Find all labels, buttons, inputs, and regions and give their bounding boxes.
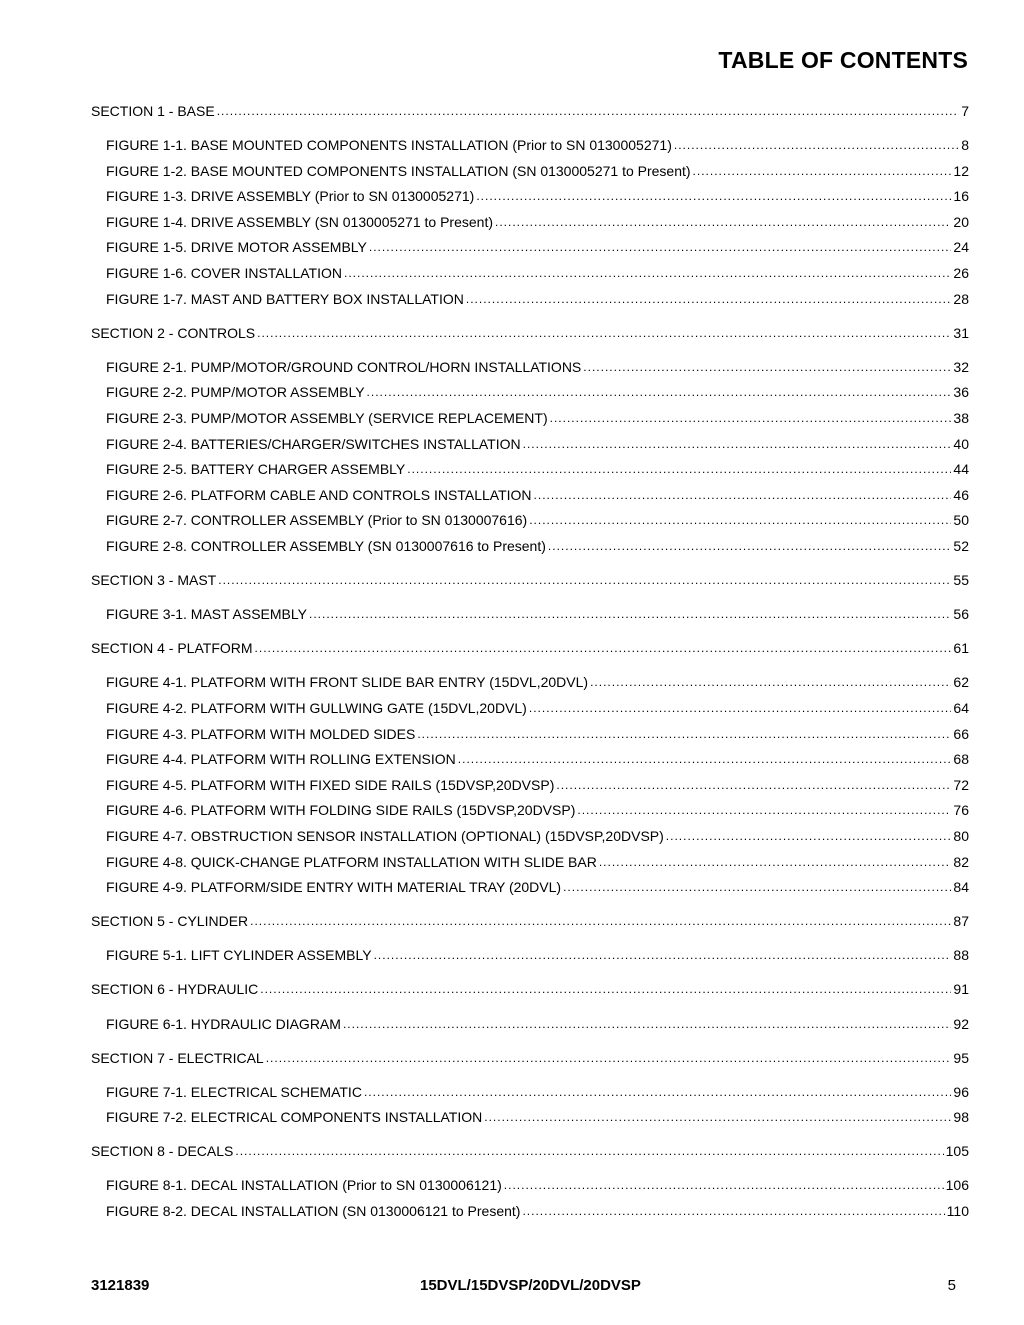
toc-figure-entry[interactable] [91, 674, 969, 700]
dot-leader [476, 187, 951, 203]
dot-leader [374, 946, 952, 962]
dot-leader [534, 486, 952, 502]
toc-figure-entry[interactable] [91, 1109, 969, 1135]
toc-entry-label: FIGURE 4-2. PLATFORM WITH GULLWING GATE (15DVL,20DVL) [106, 699, 527, 716]
toc-entry-page: 7 [961, 103, 969, 119]
toc-entry-page: 26 [953, 265, 969, 282]
toc-entry-label: FIGURE 2-7. CONTROLLER ASSEMBLY (Prior to SN 0130007616) [106, 512, 528, 529]
toc-entry-label: FIGURE 2-4. BATTERIES/CHARGER/SWITCHES INSTALLATION [106, 435, 521, 452]
toc-entry-label: FIGURE 2-2. PUMP/MOTOR ASSEMBLY [106, 384, 365, 401]
toc-figure-entry[interactable] [91, 512, 969, 538]
dot-leader [407, 460, 951, 476]
toc-figure-entry[interactable] [91, 828, 969, 854]
dot-leader [599, 853, 952, 869]
toc-figure-entry[interactable] [91, 1203, 969, 1229]
toc-entry-label: FIGURE 8-1. DECAL INSTALLATION (Prior to SN 0130006121) [106, 1177, 502, 1194]
toc-entry-page: 68 [953, 751, 969, 768]
toc-entry-label: FIGURE 4-5. PLATFORM WITH FIXED SIDE RAILS (15DVSP,20DVSP) [106, 776, 555, 793]
toc-entry-page: 64 [953, 699, 969, 716]
toc-entry-label: FIGURE 3-1. MAST ASSEMBLY [106, 606, 307, 623]
dot-leader [484, 1108, 951, 1124]
toc-entry-label: FIGURE 4-1. PLATFORM WITH FRONT SLIDE BAR ENTRY (15DVL,20DVL) [106, 674, 589, 691]
toc-entry-label: SECTION 5 - CYLINDER [91, 913, 249, 930]
toc-entry-page: 52 [953, 538, 969, 554]
toc-entry-page: 76 [953, 802, 969, 819]
toc-entry-label: FIGURE 1-3. DRIVE ASSEMBLY (Prior to SN 0130005271) [106, 188, 475, 205]
toc-entry-label: FIGURE 1-6. COVER INSTALLATION [106, 265, 342, 282]
dot-leader [563, 878, 951, 894]
toc-entry-page: 72 [953, 776, 969, 793]
dot-leader [266, 1049, 952, 1065]
toc-entry-label: FIGURE 5-1. LIFT CYLINDER ASSEMBLY [106, 947, 372, 964]
dot-leader [367, 383, 952, 399]
toc-entry-page: 84 [953, 879, 969, 896]
toc-entry-label: FIGURE 4-3. PLATFORM WITH MOLDED SIDES [106, 725, 416, 742]
page-title: TABLE OF CONTENTS [718, 47, 968, 73]
dot-leader [693, 162, 952, 178]
dot-leader [550, 409, 952, 425]
toc-entry-label: FIGURE 1-2. BASE MOUNTED COMPONENTS INSTALLATION (SN 0130005271 to Present) [106, 162, 691, 179]
dot-leader [583, 358, 951, 374]
toc-entry-page: 32 [953, 358, 969, 375]
dot-leader [548, 537, 952, 553]
toc-entry-page: 44 [953, 461, 969, 478]
footer-model: 15DVL/15DVSP/20DVL/20DVSP [420, 1277, 641, 1294]
toc-figure-entry[interactable] [91, 802, 969, 828]
dot-leader [255, 639, 952, 655]
toc-entry-label: SECTION 7 - ELECTRICAL [91, 1049, 264, 1066]
toc-figure-entry[interactable] [91, 947, 969, 973]
toc-figure-entry[interactable] [91, 436, 969, 462]
toc-entry-label: FIGURE 1-5. DRIVE MOTOR ASSEMBLY [106, 239, 367, 256]
toc-entry-page: 20 [953, 213, 969, 230]
toc-entry-page: 61 [953, 640, 969, 657]
toc-entry-label: FIGURE 6-1. HYDRAULIC DIAGRAM [106, 1015, 341, 1032]
toc-entry-label: FIGURE 8-2. DECAL INSTALLATION (SN 0130006121 to Present) [106, 1203, 521, 1220]
toc-entry-label: SECTION 1 - BASE [91, 103, 215, 119]
toc-entry-page: 12 [953, 162, 969, 179]
toc-figure-entry[interactable] [91, 188, 969, 214]
toc-entry-page: 66 [953, 725, 969, 742]
toc-entry-page: 40 [953, 435, 969, 452]
toc-section-entry[interactable] [91, 103, 969, 129]
dot-leader [556, 776, 951, 792]
toc-entry-page: 28 [953, 290, 969, 307]
dot-leader [309, 605, 951, 621]
dot-leader [522, 1202, 944, 1218]
dot-leader [257, 324, 951, 340]
toc-entry-page: 55 [953, 572, 969, 589]
dot-leader [250, 912, 951, 928]
toc-entry-page: 98 [953, 1109, 969, 1126]
dot-leader [590, 673, 951, 689]
toc-section-entry[interactable] [91, 572, 969, 598]
toc-figure-entry[interactable] [91, 214, 969, 240]
toc-entry-label: FIGURE 2-1. PUMP/MOTOR/GROUND CONTROL/HORN INSTALLATIONS [106, 358, 582, 375]
toc-entry-page: 46 [953, 486, 969, 503]
dot-leader [674, 136, 959, 152]
toc-section-entry[interactable] [91, 1050, 969, 1076]
toc-entry-label: FIGURE 4-9. PLATFORM/SIDE ENTRY WITH MATERIAL TRAY (20DVL) [106, 879, 562, 896]
toc-figure-entry[interactable] [91, 239, 969, 265]
dot-leader [369, 238, 952, 254]
dot-leader [217, 102, 960, 118]
toc-entry-page: 82 [953, 853, 969, 870]
dot-leader [504, 1176, 944, 1192]
toc-entry-page: 92 [953, 1015, 969, 1032]
toc-entry-page: 96 [953, 1083, 969, 1100]
footer-page-number: 5 [947, 1277, 956, 1294]
toc-entry-page: 38 [953, 410, 969, 427]
toc-entry-page: 31 [953, 324, 969, 341]
toc-entry-label: FIGURE 7-1. ELECTRICAL SCHEMATIC [106, 1083, 362, 1100]
dot-leader [466, 290, 952, 306]
toc-figure-entry[interactable] [91, 606, 969, 632]
dot-leader [529, 511, 951, 527]
toc-figure-entry[interactable] [91, 265, 969, 291]
toc-entry-label: SECTION 2 - CONTROLS [91, 324, 256, 341]
toc-figure-entry[interactable] [91, 854, 969, 880]
toc-entry-label: FIGURE 2-8. CONTROLLER ASSEMBLY (SN 0130007616 to Present) [106, 538, 546, 554]
toc-entry-page: 62 [953, 674, 969, 691]
toc-figure-entry[interactable] [91, 461, 969, 487]
dot-leader [260, 980, 951, 996]
dot-leader [344, 264, 951, 280]
toc-entry-page: 106 [945, 1177, 969, 1194]
toc-entry-label: FIGURE 2-3. PUMP/MOTOR ASSEMBLY (SERVICE REPLACEMENT) [106, 410, 548, 427]
toc-entry-label: SECTION 8 - DECALS [91, 1143, 234, 1160]
dot-leader [458, 750, 952, 766]
toc-entry-page: 36 [953, 384, 969, 401]
toc-entry-label: FIGURE 4-4. PLATFORM WITH ROLLING EXTENSION [106, 751, 456, 768]
toc-entry-label: FIGURE 7-2. ELECTRICAL COMPONENTS INSTALLATION [106, 1109, 483, 1126]
toc-entry-page: 56 [953, 606, 969, 623]
toc-section-entry[interactable] [91, 325, 969, 351]
toc-section-entry[interactable] [91, 981, 969, 1007]
toc-figure-entry[interactable] [91, 359, 969, 385]
toc-entry-label: SECTION 3 - MAST [91, 572, 217, 589]
toc-entry-page: 95 [953, 1049, 969, 1066]
toc-entry-page: 80 [953, 827, 969, 844]
dot-leader [218, 571, 951, 587]
toc-section-entry[interactable] [91, 640, 969, 666]
toc-figure-entry[interactable] [91, 751, 969, 777]
toc-entry-page: 91 [953, 981, 969, 998]
toc-entry-page: 24 [953, 239, 969, 256]
toc-entry-label: FIGURE 4-6. PLATFORM WITH FOLDING SIDE RAILS (15DVSP,20DVSP) [106, 802, 576, 819]
toc-entry-page: 88 [953, 947, 969, 964]
toc-figure-entry[interactable] [91, 1177, 969, 1203]
toc-entry-page: 16 [953, 188, 969, 205]
toc-entry-label: FIGURE 2-6. PLATFORM CABLE AND CONTROLS INSTALLATION [106, 486, 532, 503]
dot-leader [343, 1015, 951, 1031]
toc-figure-entry[interactable] [91, 726, 969, 752]
toc-entry-page: 87 [953, 913, 969, 930]
toc-figure-entry[interactable] [91, 700, 969, 726]
toc-entry-page: 8 [961, 137, 969, 154]
toc-figure-entry[interactable] [91, 487, 969, 513]
dot-leader [364, 1083, 951, 1099]
footer-doc-number: 3121839 [91, 1277, 150, 1294]
table-of-contents [91, 103, 969, 1229]
toc-section-entry[interactable] [91, 1143, 969, 1169]
toc-entry-label: FIGURE 1-1. BASE MOUNTED COMPONENTS INSTALLATION (Prior to SN 0130005271) [106, 137, 672, 154]
dot-leader [235, 1142, 943, 1158]
toc-figure-entry[interactable] [91, 163, 969, 189]
toc-figure-entry[interactable] [91, 410, 969, 436]
toc-entry-label: SECTION 6 - HYDRAULIC [91, 981, 259, 998]
toc-figure-entry[interactable] [91, 384, 969, 410]
toc-entry-label: FIGURE 1-4. DRIVE ASSEMBLY (SN 0130005271 to Present) [106, 213, 493, 230]
toc-entry-page: 110 [946, 1203, 969, 1220]
toc-figure-entry[interactable] [91, 1084, 969, 1110]
toc-entry-label: FIGURE 2-5. BATTERY CHARGER ASSEMBLY [106, 461, 406, 478]
toc-figure-entry[interactable] [91, 879, 969, 905]
dot-leader [577, 801, 951, 817]
toc-entry-label: SECTION 4 - PLATFORM [91, 640, 253, 657]
toc-figure-entry[interactable] [91, 291, 969, 317]
toc-entry-label: FIGURE 1-7. MAST AND BATTERY BOX INSTALLATION [106, 290, 464, 307]
toc-figure-entry[interactable] [91, 777, 969, 803]
toc-entry-label: FIGURE 4-8. QUICK-CHANGE PLATFORM INSTALLATION WITH SLIDE BAR [106, 853, 597, 870]
dot-leader [495, 213, 951, 229]
toc-entry-label: FIGURE 4-7. OBSTRUCTION SENSOR INSTALLATION (OPTIONAL) (15DVSP,20DVSP) [106, 827, 664, 844]
toc-figure-entry[interactable] [91, 137, 969, 163]
toc-entry-page: 105 [945, 1143, 969, 1160]
dot-leader [666, 827, 952, 843]
toc-entry-page: 50 [953, 512, 969, 529]
dot-leader [417, 725, 951, 741]
dot-leader [523, 435, 952, 451]
toc-figure-entry[interactable] [91, 1016, 969, 1042]
dot-leader [529, 699, 952, 715]
toc-figure-entry[interactable] [91, 538, 969, 564]
toc-section-entry[interactable] [91, 913, 969, 939]
